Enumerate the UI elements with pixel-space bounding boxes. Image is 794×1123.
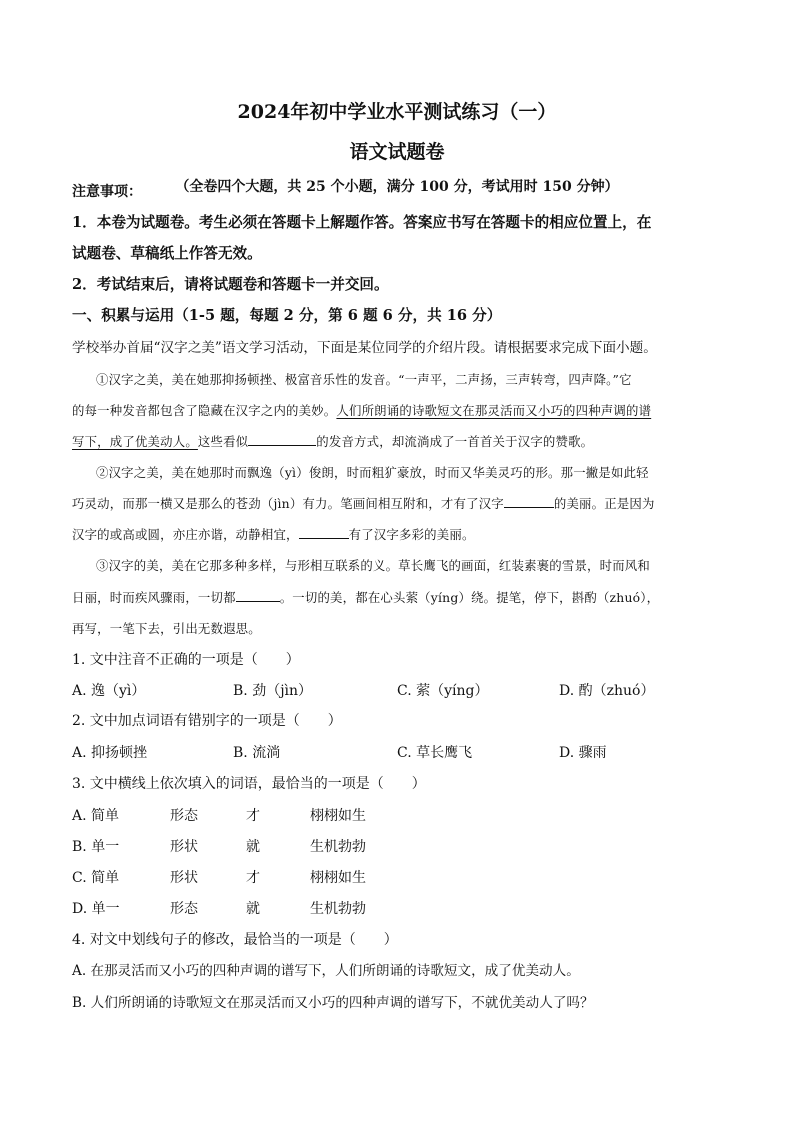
- underlined-sentence: 人们所朗诵的诗歌短文在那灵活而又小巧的四种声调的谱: [336, 403, 652, 418]
- passage-text: 的每一种发音都包含了隐藏在汉字之内的美妙。: [72, 403, 337, 418]
- q1-option-a[interactable]: A. 逸（yì）: [72, 683, 146, 699]
- passage-text: 。一切的美，都在心头萦（yíng）绕。提笔，停下，斟酌（zhuó），: [279, 590, 660, 605]
- fill-blank-3: [299, 526, 349, 539]
- q4-option-a[interactable]: A. 在那灵活而又小巧的四种声调的谱写下，人们所朗诵的诗歌短文，成了优美动人。: [72, 963, 580, 979]
- passage-p2-line-1: ②汉字之美，美在她那时而飘逸（yì）俊朗，时而粗犷豪放，时而又华美灵巧的形。那一撇是如此轻: [96, 465, 649, 480]
- passage-text: 日丽，时而疾风骤雨，一切都: [72, 590, 236, 605]
- q3-option-d-word-4: 生机勃勃: [310, 901, 366, 917]
- exam-info: （全卷四个大题，共 25 个小题，满分 100 分，考试用时 150 分钟）: [175, 179, 619, 195]
- q1-stem: 1. 文中注音不正确的一项是（ ）: [72, 652, 300, 668]
- passage-p1-line-2: [72, 402, 651, 420]
- passage-p3-line-1: ③汉字的美，美在它那多种多样，与形相互联系的义。草长鹰飞的画面，红装素裹的雪景，时而风和: [96, 558, 650, 573]
- passage-text: 汉字的或高或圆，亦庄亦谐，动静相宜，: [72, 527, 299, 542]
- section-1-intro: 学校举办首届“汉字之美”语文学习活动，下面是某位同学的介绍片段。请根据要求完成下面小题。: [72, 340, 657, 356]
- section-1-heading: 一、积累与运用（1-5 题，每题 2 分，第 6 题 6 分，共 16 分）: [72, 307, 502, 324]
- fill-blank-1: [248, 433, 316, 446]
- passage-text: 有了汉字多彩的美丽。: [348, 527, 475, 542]
- q2-option-b[interactable]: B. 流淌: [233, 745, 281, 761]
- q2-option-a[interactable]: A. 抑扬顿挫: [72, 745, 148, 761]
- fill-blank-2: [504, 495, 554, 508]
- passage-text: 这些看似: [197, 434, 249, 449]
- q3-option-b-word-3: 就: [246, 839, 260, 855]
- q3-stem: 3. 文中横线上依次填入的词语，最恰当的一项是（ ）: [72, 776, 426, 792]
- fill-blank-4: [236, 589, 280, 602]
- q3-option-b-word-4: 生机勃勃: [310, 839, 366, 855]
- q3-option-d-word-2: 形态: [170, 901, 198, 917]
- q3-option-c-word-4: 栩栩如生: [310, 870, 366, 886]
- passage-p2-line-2: [72, 495, 655, 513]
- q3-option-b-word-2: 形状: [170, 839, 198, 855]
- q3-option-c[interactable]: C. 简单: [72, 870, 120, 886]
- passage-p3-line-3: 再写，一笔下去，引出无数遐思。: [72, 621, 261, 636]
- passage-p2-line-3: [72, 526, 475, 544]
- q1-option-c[interactable]: C. 萦（yíng）: [397, 683, 489, 699]
- notice-heading: 注意事项：: [72, 184, 142, 200]
- passage-p3-line-2: [72, 589, 659, 607]
- notice-item-2: 2．考试结束后，请将试题卷和答题卡一并交回。: [72, 276, 389, 293]
- q3-option-a-word-2: 形态: [170, 808, 198, 824]
- exam-title: 2024年初中学业水平测试练习（一）: [237, 101, 557, 123]
- exam-subtitle: 语文试题卷: [349, 141, 445, 163]
- notice-item-1-line-2: 试题卷、草稿纸上作答无效。: [72, 245, 262, 262]
- q4-stem: 4. 对文中划线句子的修改，最恰当的一项是（ ）: [72, 932, 398, 948]
- underlined-sentence-end: 写下，成了优美动人。: [72, 434, 198, 449]
- q3-option-c-word-3: 才: [246, 870, 260, 886]
- q3-option-a-word-3: 才: [246, 808, 260, 824]
- passage-p1-line-3: [72, 433, 593, 451]
- q3-option-a[interactable]: A. 简单: [72, 808, 120, 824]
- q3-option-d-word-3: 就: [246, 901, 260, 917]
- q3-option-d[interactable]: D. 单一: [72, 901, 120, 917]
- q3-option-a-word-4: 栩栩如生: [310, 808, 366, 824]
- q2-option-c[interactable]: C. 草长鹰飞: [397, 745, 473, 761]
- q3-option-c-word-2: 形状: [170, 870, 198, 886]
- q2-option-d[interactable]: D. 骤雨: [559, 745, 607, 761]
- q1-option-d[interactable]: D. 酌（zhuó）: [559, 683, 655, 699]
- passage-text: 的发音方式，却流淌成了一首首关于汉字的赞歌。: [316, 434, 594, 449]
- passage-p1-line-1: ①汉字之美，美在她那抑扬顿挫、极富音乐性的发音。“一声平，二声扬，三声转弯，四声降。”它: [96, 372, 632, 387]
- passage-text: 巧灵动，而那一横又是那么的苍劲（jìn）有力。笔画间相互附和，才有了汉字: [72, 496, 504, 511]
- q3-option-b[interactable]: B. 单一: [72, 839, 120, 855]
- q4-option-b[interactable]: B. 人们所朗诵的诗歌短文在那灵活而又小巧的四种声调的谱写下，不就优美动人了吗？: [72, 995, 594, 1011]
- passage-text: 的美丽。正是因为: [553, 496, 655, 511]
- q2-stem: 2. 文中加点词语有错别字的一项是（ ）: [72, 713, 342, 729]
- notice-item-1-line-1: 1．本卷为试题卷。考生必须在答题卡上解题作答。答案应书写在答题卡的相应位置上，在: [72, 214, 652, 231]
- q1-option-b[interactable]: B. 劲（jìn）: [233, 683, 313, 699]
